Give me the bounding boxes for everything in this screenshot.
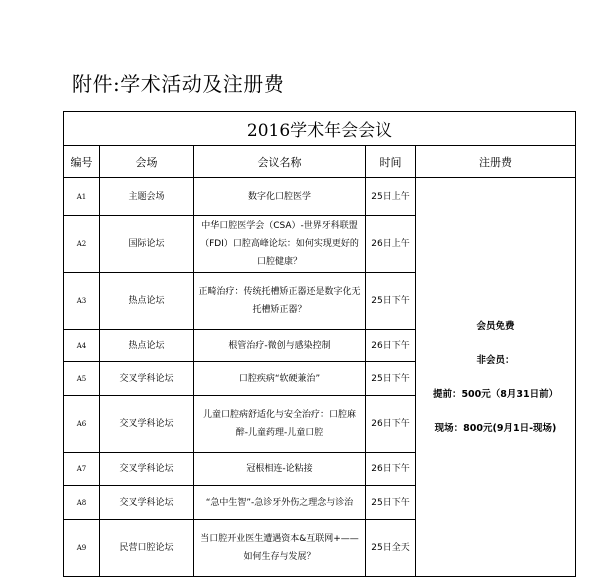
- row-num: A5: [64, 362, 100, 396]
- fee-early: 提前：500元（8月31日前）: [432, 388, 559, 400]
- row-name: 口腔疾病“软硬兼治”: [194, 362, 366, 396]
- fee-onsite: 现场：800元(9月1日-现场): [434, 422, 557, 434]
- row-num: A3: [64, 273, 100, 330]
- fee-nonmember: 非会员：: [476, 354, 515, 366]
- row-venue: 热点论坛: [100, 273, 194, 330]
- row-time: 25日下午: [366, 486, 416, 520]
- registration-table: [63, 111, 576, 577]
- table-row: [64, 178, 576, 216]
- row-num: A2: [64, 216, 100, 273]
- row-venue: 热点论坛: [100, 330, 194, 362]
- row-name: 当口腔开业医生遭遇资本&互联网+——如何生存与发展？: [194, 520, 366, 577]
- row-time: 25日下午: [366, 362, 416, 396]
- row-name: 冠根相连-论粘接: [194, 453, 366, 486]
- row-name: 根管治疗-微创与感染控制: [194, 330, 366, 362]
- row-num: A4: [64, 330, 100, 362]
- header-venue: 会场: [100, 146, 194, 178]
- row-time: 25日上午: [366, 178, 416, 216]
- row-time: 26日上午: [366, 216, 416, 273]
- row-time: 26日下午: [366, 396, 416, 453]
- row-num: A7: [64, 453, 100, 486]
- row-venue: 交叉学科论坛: [100, 486, 194, 520]
- row-venue: 交叉学科论坛: [100, 396, 194, 453]
- table-caption: 2016学术年会会议: [64, 112, 576, 146]
- row-num: A6: [64, 396, 100, 453]
- row-time: 25日全天: [366, 520, 416, 577]
- row-venue: 主题会场: [100, 178, 194, 216]
- row-time: 26日下午: [366, 330, 416, 362]
- fee-member: 会员免费: [476, 320, 515, 332]
- row-venue: 交叉学科论坛: [100, 453, 194, 486]
- header-fee: 注册费: [416, 146, 576, 178]
- row-time: 25日下午: [366, 273, 416, 330]
- row-venue: 国际论坛: [100, 216, 194, 273]
- document-title: 附件:学术活动及注册费: [72, 72, 285, 96]
- header-name: 会议名称: [194, 146, 366, 178]
- row-name: 儿童口腔病舒适化与安全治疗：口腔麻醉-儿童药理-儿童口腔: [194, 396, 366, 453]
- row-time: 26日下午: [366, 453, 416, 486]
- table-header-row: [64, 146, 576, 178]
- row-name: “急中生智”-急诊牙外伤之理念与诊治: [194, 486, 366, 520]
- header-time: 时间: [366, 146, 416, 178]
- row-name: 数字化口腔医学: [194, 178, 366, 216]
- row-num: A8: [64, 486, 100, 520]
- row-venue: 民营口腔论坛: [100, 520, 194, 577]
- row-num: A9: [64, 520, 100, 577]
- fee-cell: [416, 178, 576, 577]
- header-num: 编号: [64, 146, 100, 178]
- row-name: 正畸治疗：传统托槽矫正器还是数字化无托槽矫正器？: [194, 273, 366, 330]
- row-num: A1: [64, 178, 100, 216]
- row-venue: 交叉学科论坛: [100, 362, 194, 396]
- row-name: 中华口腔医学会（CSA）-世界牙科联盟（FDI）口腔高峰论坛：如何实现更好的口腔健康？: [194, 216, 366, 273]
